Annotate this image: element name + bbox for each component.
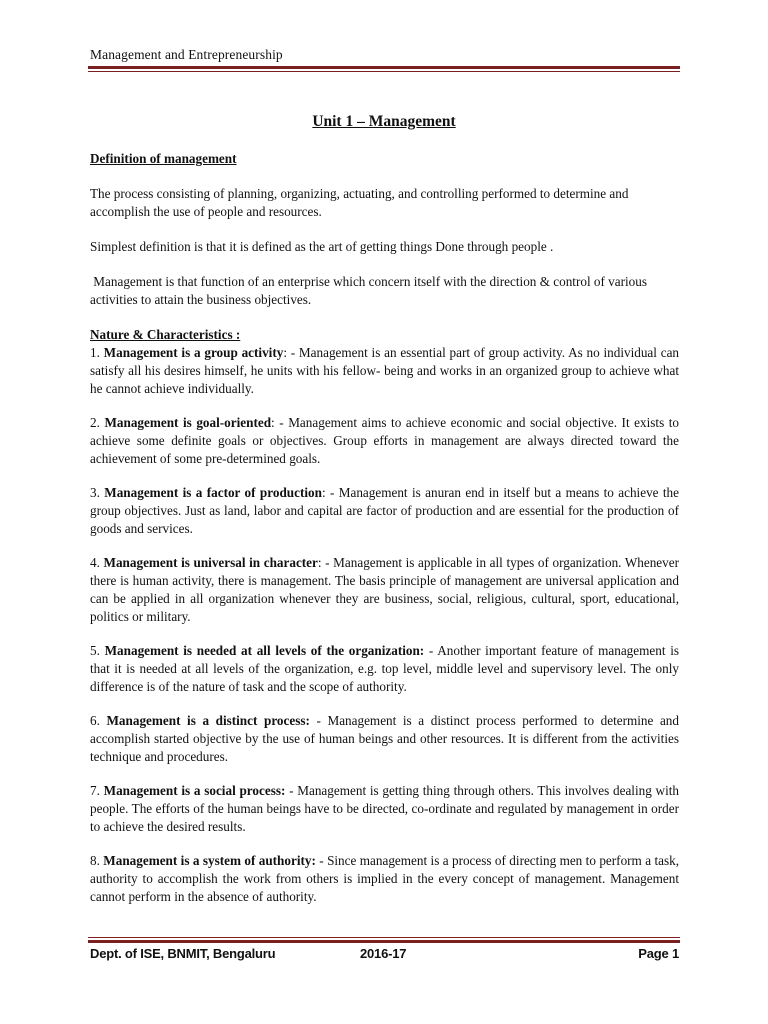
- nature-heading: Nature & Characteristics :: [90, 327, 241, 342]
- characteristic-item-8: [90, 852, 679, 906]
- item-text: : - Management is an essential part of group activity. As no individual can satisfy all his desires himself, he units with his fellow- being and works in an organized group to achieve what he cannot achieve individually.: [90, 345, 680, 396]
- item-number: 6.: [90, 713, 107, 728]
- item-title: Management is universal in character: [103, 555, 318, 570]
- item-number: 5.: [90, 643, 105, 658]
- item-text: : - Management is anuran end in itself but a means to achieve the group objectives. Just as land, labor and capital are factor of production and are essential for the production of goods and services.: [90, 485, 679, 536]
- item-title: Management is a social process:: [103, 783, 286, 798]
- characteristic-item-2: [90, 414, 679, 468]
- characteristic-item-7: [90, 782, 679, 836]
- definition-paragraph-3: Management is that function of an enterprise which concern itself with the direction & control of various activities to attain the business objectives.: [90, 274, 651, 307]
- item-text: - Management is getting thing through others. This involves dealing with people. The efforts of the human beings have to be directed, co-ordinate and regulated by management in order to achieve the desired results.: [90, 783, 680, 834]
- footer-department: Dept. of ISE, BNMIT, Bengaluru: [90, 946, 276, 961]
- item-text: : - Management is applicable in all types of organization. Whenever there is human activity, there is management. The basis principle of management are universal application and can be applied in all organization whenever they are business, social, religious, cultural, sport, educational, politics or military.: [90, 555, 679, 624]
- item-text: - Since management is a process of directing men to perform a task, authority to accomplish the work from others is implied in the every concept of management. Management cannot perform in the absence of authority.: [90, 853, 679, 904]
- characteristic-item-6: [90, 712, 679, 766]
- footer-year: 2016-17: [360, 946, 407, 961]
- item-number: 7.: [90, 783, 104, 798]
- item-number: 8.: [90, 853, 104, 868]
- item-number: 1.: [90, 345, 104, 360]
- unit-title: Unit 1 – Management: [312, 113, 456, 130]
- document-body: [90, 150, 679, 906]
- item-text: : - Management aims to achieve economic and social objective. It exists to achieve some definite goals or objectives. Group efforts in management are always directed toward the achievement of some pre-determined goals.: [90, 415, 680, 466]
- definition-paragraph-2: Simplest definition is that it is defined as the art of getting things Done through people .: [90, 239, 554, 254]
- definition-paragraph-1: The process consisting of planning, organizing, actuating, and controlling performed to determine and accomplish the use of people and resources.: [90, 186, 629, 219]
- item-title: Management is a system of authority:: [103, 853, 316, 868]
- header-divider: [88, 66, 680, 72]
- item-text: - Management is a distinct process performed to determine and accomplish started objective by the use of human beings and other resources. It is different from the activities technique and procedures.: [90, 713, 679, 764]
- footer-page-number: Page 1: [638, 946, 679, 961]
- characteristic-item-3: [90, 484, 679, 538]
- item-number: 2.: [90, 415, 105, 430]
- characteristic-item-4: [90, 554, 679, 626]
- item-number: 3.: [90, 485, 105, 500]
- item-title: Management is a group activity: [103, 345, 284, 360]
- characteristic-item-5: [90, 642, 679, 696]
- item-text: - Another important feature of management is that it is needed at all levels of the organization, e.g. top level, middle level and supervisory level. The only difference is of the nature of task and the scope of authority.: [90, 643, 679, 694]
- item-title: Management is goal-oriented: [104, 415, 272, 430]
- characteristic-item-1: [90, 344, 679, 398]
- footer-divider: [88, 937, 680, 943]
- item-title: Management is a factor of production: [104, 485, 322, 500]
- item-title: Management is needed at all levels of the organization:: [104, 643, 425, 658]
- item-number: 4.: [90, 555, 104, 570]
- running-header-title: Management and Entrepreneurship: [90, 47, 283, 62]
- item-title: Management is a distinct process:: [106, 713, 310, 728]
- definition-heading: Definition of management: [90, 151, 237, 166]
